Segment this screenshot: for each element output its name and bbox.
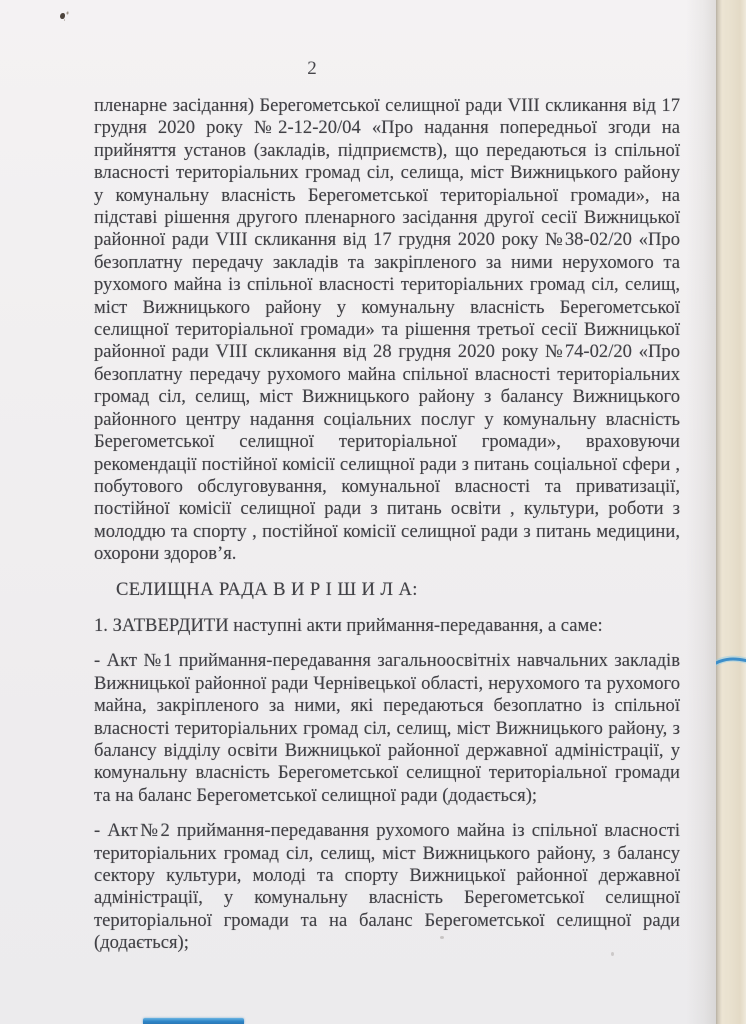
act-1-clause: - Акт №1 приймання-передавання загальноосвітніх навчальних закладів Вижницької районної ради Чернівецької області, нерухомого та рухомого майна, закріпленого за ними, які передаються безоплатно із спільної власності територіальних громад сіл, селищ, міст Вижницького району, з балансу відділу освіти Вижницької районної державної адміністрації, у комунальну власність Берегометської селищної територіальної громади та на баланс Берегометської селищної ради (додається); [94, 650, 680, 806]
approve-clause: 1. ЗАТВЕРДИТИ наступні акти приймання-передавання, а саме: [94, 614, 603, 636]
document-body [94, 95, 680, 968]
bottom-blue-mark [143, 1018, 244, 1024]
paper-speck [440, 936, 444, 939]
page-number: 2 [307, 58, 317, 79]
blue-pen-mark-icon [716, 652, 746, 672]
page-edge-strip [716, 0, 746, 1024]
body-continuation-paragraph: пленарне засідання) Берегометської селищної ради VIII скликання від 17 грудня 2020 року №2-12-20/04 «Про надання попередньої згоди на прийняття установ (закладів, підприємств), що передаються із спільної власності територіальних громад сіл, селища, міст Вижницького району у комунальну власність Берегометської територіальної громади», на підставі рішення другого пленарного засідання другої сесії Вижницької районної ради VIII скликання від 17 грудня 2020 року №38-02/20 «Про безоплатну передачу закладів та закріпленого за ними нерухомого та рухомого майна із спільної власності територіальних громад сіл, селищ, міст Вижницького району у комунальну власність Берегометської селищної територіальної громади» та рішення третьої сесії Вижницької районної ради VIII скликання від 28 грудня 2020 року №74-02/20 «Про безоплатну передачу рухомого майна спільної власності територіальних громад сіл, селищ, міст Вижницького району з балансу Вижницького районного центру надання соціальних послуг у комунальну власність Берегометської селищної територіальної громади», враховуючи рекомендації постійної комісії селищної ради з питань соціальної сфери , побутового обслуговування, комунальної власності та приватизації, постійної комісії селищної ради з питань освіти , культури, роботи з молоддю та спорту , постійної комісії селищної ради з питань медицини, охорони здоров’я. [94, 95, 680, 565]
paper-speck [611, 952, 614, 956]
act-2-clause: - Акт№2 приймання-передавання рухомого майна із спільної власності територіальних громад сіл, селищ, міст Вижницького району, з балансу сектору культури, молоді та спорту Вижницької районної державної адміністрації, у комунальну власність Берегометської селищної територіальної громади та на баланс Берегометської селищної ради (додається); [94, 820, 680, 954]
page-fold-shadow [686, 0, 716, 1024]
ink-speck [60, 13, 65, 19]
resolution-heading: СЕЛИЩНА РАДА В И Р І Ш И Л А: [116, 578, 418, 600]
